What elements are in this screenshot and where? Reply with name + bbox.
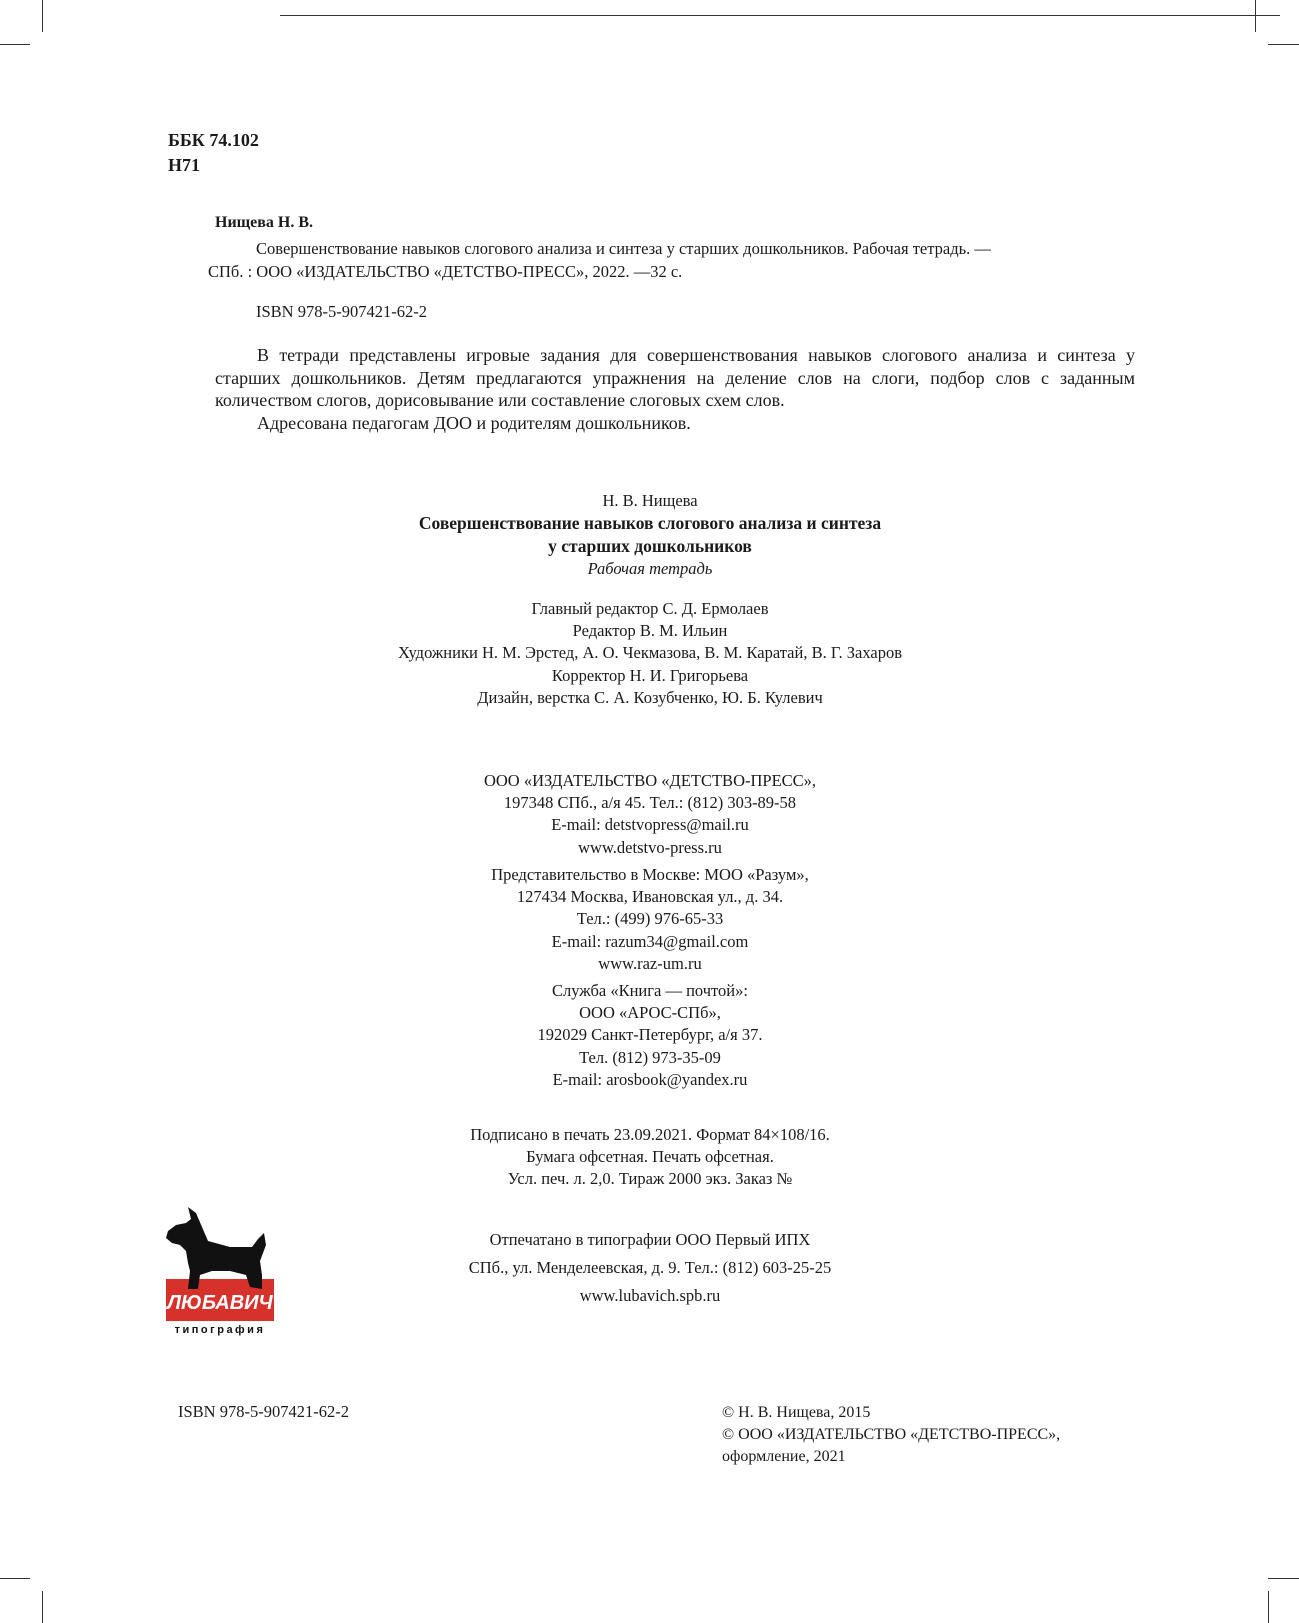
- publisher-email: E-mail: detstvopress@mail.ru: [551, 815, 749, 835]
- credit-line: Корректор Н. И. Григорьева: [551, 665, 749, 685]
- description-line-2: СПб. : ООО «ИЗДАТЕЛЬСТВО «ДЕТСТВО-ПРЕСС», 2022. —32 с.: [208, 262, 683, 281]
- crop-mark-bottom-right-v: [1268, 1591, 1269, 1623]
- printer-website: www.lubavich.spb.ru: [579, 1286, 721, 1305]
- mail-service-line: Тел. (812) 973-35-09: [579, 1047, 721, 1067]
- moscow-office-line: Тел.: (499) 976-65-33: [576, 909, 724, 929]
- crop-mark-top-rule: [280, 15, 1280, 16]
- credits-block: [300, 598, 1000, 709]
- description-line-1: Совершенствование навыков слогового анализа и синтеза у старших дошкольников. Рабочая тетрадь. —: [256, 239, 991, 258]
- mail-service-block: [300, 980, 1000, 1091]
- isbn-bottom: ISBN 978-5-907421-62-2: [178, 1402, 349, 1421]
- credit-line: Дизайн, верстка С. А. Козубченко, Ю. Б. Кулевич: [477, 687, 823, 707]
- print-info-line: Усл. печ. л. 2,0. Тираж 2000 экз. Заказ №: [507, 1169, 793, 1189]
- publisher-line: ООО «ИЗДАТЕЛЬСТВО «ДЕТСТВО-ПРЕСС»,: [483, 771, 817, 790]
- moscow-office-line: Представительство в Москве: МОО «Разум»,: [491, 865, 809, 884]
- annotation: [215, 344, 1135, 434]
- print-info-block: [300, 1124, 1000, 1191]
- bibliographic-description: [208, 237, 1128, 283]
- crop-mark-top-left-v: [42, 0, 43, 32]
- moscow-office-website: www.raz-um.ru: [598, 953, 702, 973]
- moscow-office-line: 127434 Москва, Ивановская ул., д. 34.: [516, 887, 784, 907]
- book-title-line-1: Совершенствование навыков слогового анализа и синтеза: [418, 513, 882, 534]
- copyright-block: [722, 1402, 1060, 1468]
- printer-line: СПб., ул. Менделеевская, д. 9. Тел.: (812) 603-25-25: [468, 1258, 832, 1277]
- book-title-line-2: у старших дошкольников: [548, 536, 752, 557]
- crop-mark-bottom-right-h: [1268, 1578, 1299, 1579]
- author-heading: Нищева Н. В.: [215, 214, 314, 231]
- crop-mark-top-right-v: [1255, 0, 1256, 32]
- copyright-line: © ООО «ИЗДАТЕЛЬСТВО «ДЕТСТВО-ПРЕСС»,: [722, 1426, 1061, 1443]
- isbn-top: ISBN 978-5-907421-62-2: [256, 302, 427, 321]
- publisher-website: www.detstvo-press.ru: [578, 837, 722, 857]
- printer-line: Отпечатано в типографии ООО Первый ИПХ: [489, 1230, 811, 1249]
- credit-line: Художники Н. М. Эрстед, А. О. Чекмазова, В. М. Каратай, В. Г. Захаров: [398, 643, 902, 663]
- mail-service-line: ООО «АРОС-СПб»,: [579, 1003, 721, 1023]
- moscow-office-block: [300, 864, 1000, 975]
- moscow-office-email: E-mail: razum34@gmail.com: [551, 931, 749, 951]
- imprint-author: Н. В. Нищева: [602, 491, 698, 510]
- bbk-block: [168, 128, 259, 178]
- publisher-line: 197348 СПб., а/я 45. Тел.: (812) 303-89-58: [503, 793, 797, 813]
- mail-service-line: 192029 Санкт-Петербург, а/я 37.: [537, 1025, 763, 1045]
- logo-caption: типография: [174, 1324, 266, 1336]
- credit-line: Главный редактор С. Д. Ермолаев: [531, 599, 769, 618]
- scottie-dog-logo-icon: [166, 1205, 278, 1337]
- annotation-paragraph-1: В тетради представлены игровые задания для совершенствования навыков слогового анализа и синтеза у старших дошкольников. Детям предлагаются упражнения на деление слов на слоги, подбор слов с заданным количеством слогов, дорисовывание или составление слоговых схем слов.: [215, 345, 1135, 410]
- logo-name: ЛЮБАВИЧ: [167, 1292, 273, 1314]
- crop-mark-top-right-h: [1268, 44, 1299, 45]
- mail-service-email: E-mail: arosbook@yandex.ru: [552, 1069, 748, 1089]
- mail-service-line: Служба «Книга — почтой»:: [552, 981, 748, 1000]
- imprint-block: [300, 490, 1000, 580]
- copyright-line: © Н. В. Нищева, 2015: [722, 1404, 871, 1421]
- book-subtitle: Рабочая тетрадь: [587, 559, 713, 579]
- crop-mark-bottom-left-h: [0, 1578, 30, 1579]
- crop-mark-top-left-h: [0, 44, 30, 45]
- print-info-line: Подписано в печать 23.09.2021. Формат 84×108/16.: [470, 1125, 830, 1144]
- copyright-line: оформление, 2021: [722, 1448, 846, 1465]
- publisher-block: [300, 770, 1000, 859]
- printer-block: [300, 1226, 1000, 1310]
- annotation-paragraph-2: Адресована педагогам ДОО и родителям дошкольников.: [257, 412, 691, 433]
- printer-logo: [166, 1205, 278, 1337]
- credit-line: Редактор В. М. Ильин: [572, 621, 728, 641]
- crop-mark-bottom-left-v: [42, 1591, 43, 1623]
- print-info-line: Бумага офсетная. Печать офсетная.: [526, 1147, 774, 1167]
- scottie-dog-icon: [166, 1207, 266, 1289]
- bbk-code: ББК 74.102: [168, 130, 259, 150]
- author-mark: Н71: [168, 155, 201, 175]
